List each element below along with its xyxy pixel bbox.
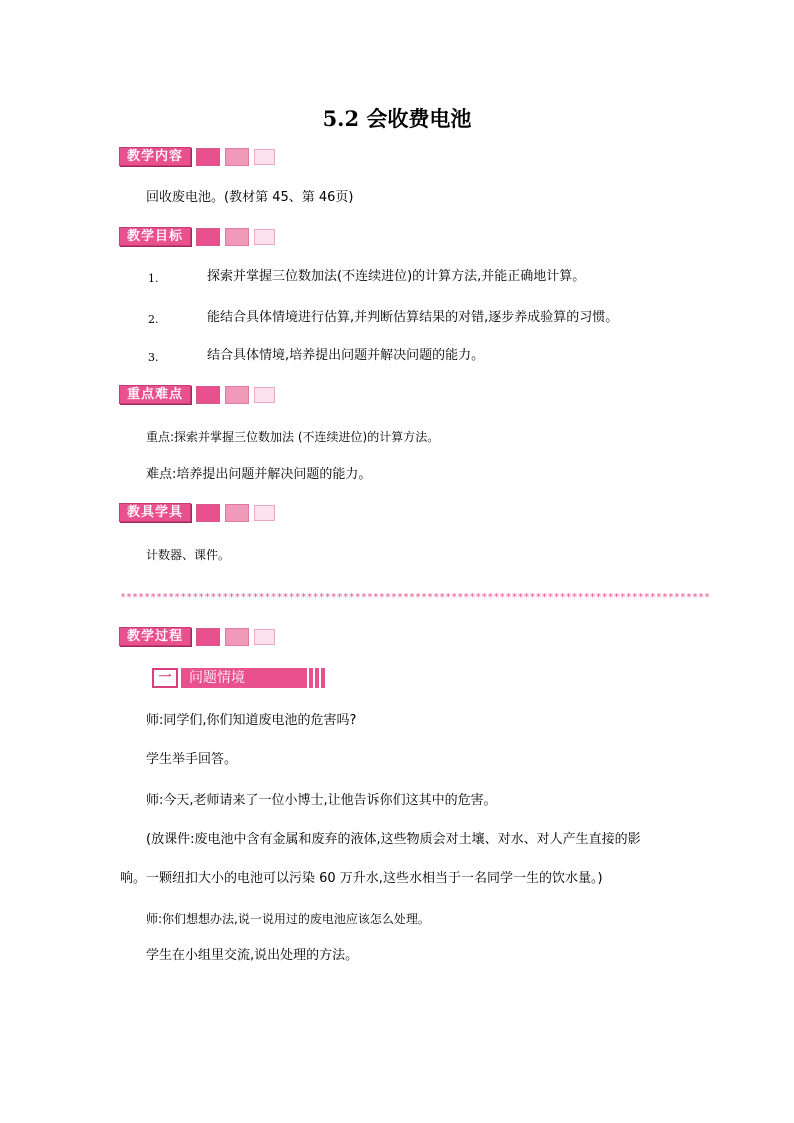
section-header-process bbox=[119, 627, 275, 646]
decor-block bbox=[196, 504, 220, 522]
process-line: 学生在小组里交流,说出处理的方法。 bbox=[146, 948, 359, 963]
decor-block bbox=[225, 504, 249, 522]
decor-block bbox=[225, 148, 249, 166]
process-line: (放课件:废电池中含有金属和废弃的液体,这些物质会对土壤、对水、对人产生直接的影 bbox=[146, 832, 641, 847]
decor-block bbox=[254, 629, 275, 645]
decor-block bbox=[254, 387, 275, 403]
goal-item: 探索并掌握三位数加法(不连续进位)的计算方法,并能正确地计算。 bbox=[207, 269, 586, 284]
goal-number: 2. bbox=[148, 313, 159, 326]
decor-block bbox=[196, 628, 220, 646]
section-label: 教学过程 bbox=[119, 627, 191, 646]
section-label: 教学内容 bbox=[119, 147, 191, 166]
section-header-content bbox=[119, 147, 275, 166]
decor-block bbox=[254, 505, 275, 521]
key-point: 重点:探索并掌握三位数加法 (不连续进位)的计算方法。 bbox=[146, 430, 440, 444]
subsection-header bbox=[152, 668, 325, 688]
decor-bar bbox=[309, 668, 313, 688]
goal-number: 3. bbox=[148, 351, 159, 364]
section-header-tools bbox=[119, 503, 275, 522]
section-label: 教学目标 bbox=[119, 227, 191, 246]
subsection-label: 问题情境 bbox=[181, 668, 307, 688]
subsection-number: 一 bbox=[152, 668, 178, 688]
goal-item: 能结合具体情境进行估算,并判断估算结果的对错,逐步养成验算的习惯。 bbox=[207, 310, 619, 325]
decor-block bbox=[225, 228, 249, 246]
difficult-point: 难点:培养提出问题并解决问题的能力。 bbox=[146, 467, 372, 482]
decor-block bbox=[254, 149, 275, 165]
decor-block bbox=[196, 386, 220, 404]
goal-number: 1. bbox=[148, 272, 159, 285]
section-label: 教具学具 bbox=[119, 503, 191, 522]
decor-block bbox=[196, 148, 220, 166]
process-line: 响。一颗纽扣大小的电池可以污染 60 万升水,这些水相当于一名同学一生的饮水量。) bbox=[120, 871, 603, 886]
decor-block bbox=[196, 228, 220, 246]
section-label: 重点难点 bbox=[119, 385, 191, 404]
decor-bar bbox=[321, 668, 325, 688]
tools-text: 计数器、课件。 bbox=[146, 548, 231, 562]
goal-item: 结合具体情境,培养提出问题并解决问题的能力。 bbox=[207, 348, 485, 363]
process-line: 师:同学们,你们知道废电池的危害吗? bbox=[146, 713, 357, 728]
decor-block bbox=[254, 229, 275, 245]
star-divider: ************************************************************************************************** bbox=[120, 592, 710, 603]
process-line: 师:你们想想办法,说一说用过的废电池应该怎么处理。 bbox=[146, 912, 430, 926]
process-line: 学生举手回答。 bbox=[146, 752, 238, 767]
section-header-keypoints bbox=[119, 385, 275, 404]
section-header-goals bbox=[119, 227, 275, 246]
decor-block bbox=[225, 386, 249, 404]
process-line: 师:今天,老师请来了一位小博士,让他告诉你们这其中的危害。 bbox=[146, 793, 497, 808]
content-text: 回收废电池。(教材第 45、第 46页) bbox=[146, 190, 354, 205]
decor-bar bbox=[315, 668, 319, 688]
decor-block bbox=[225, 628, 249, 646]
page-title: 5.2 会收费电池 bbox=[322, 106, 472, 131]
